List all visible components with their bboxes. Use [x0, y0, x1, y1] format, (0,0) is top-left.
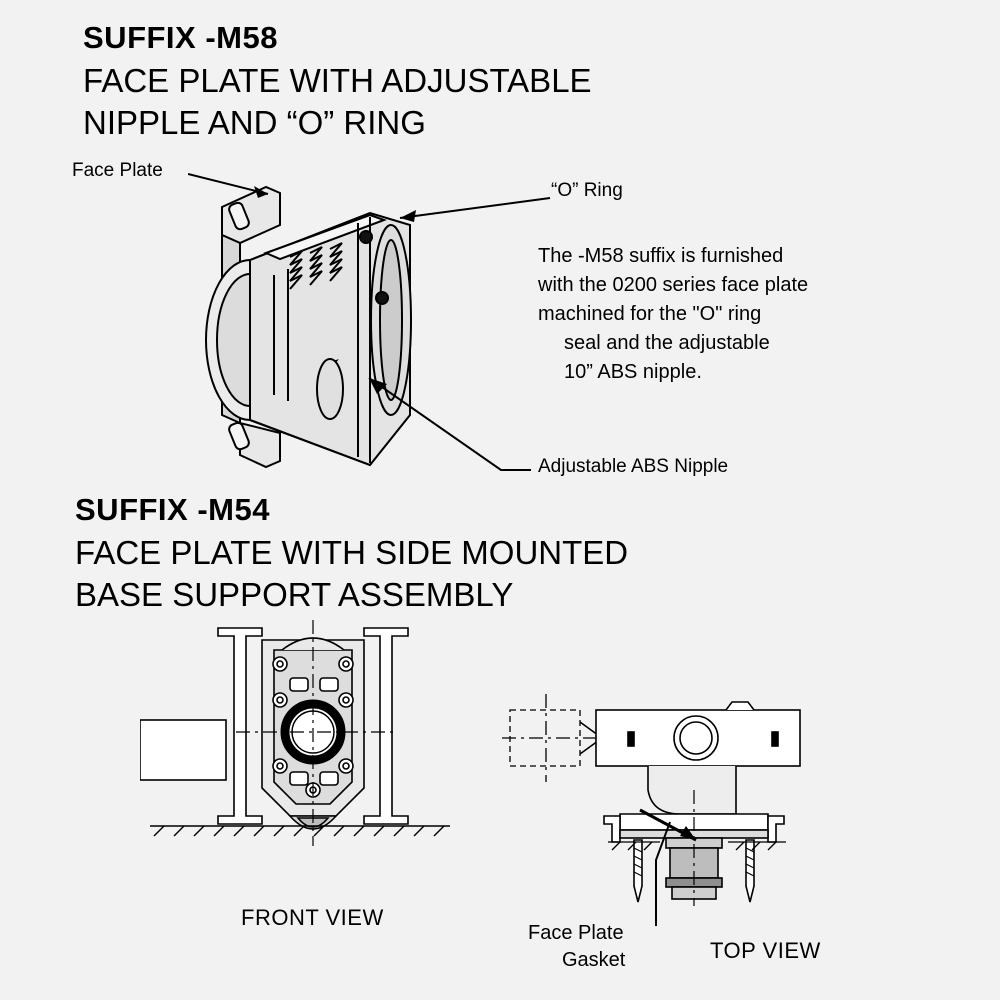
m54-title-line1: FACE PLATE WITH SIDE MOUNTED [75, 534, 629, 571]
callout-face-plate-gasket [528, 920, 625, 974]
callout-o-ring: “O” Ring [551, 180, 623, 201]
callout-o-ring-leader [390, 196, 555, 226]
top-view-label: TOP VIEW [710, 938, 821, 963]
callout-gasket-leader [640, 800, 680, 930]
m58-description-line-5: 10” ABS nipple. [564, 361, 702, 383]
m54-suffix-heading: SUFFIX -M54 [75, 492, 270, 527]
m58-title-line2: NIPPLE AND “O” RING [83, 104, 426, 141]
m58-description-line-4: seal and the adjustable [564, 332, 770, 354]
m58-description-line-1: The -M58 suffix is furnished [538, 245, 784, 267]
m54-title-line2: BASE SUPPORT ASSEMBLY [75, 576, 514, 613]
m58-description-line-3: machined for the "O" ring [538, 303, 762, 325]
callout-face-plate-leader [188, 168, 298, 208]
callout-gasket-line2: Gasket [562, 949, 626, 971]
callout-adjustable-nipple-leader [355, 366, 535, 476]
callout-adjustable-nipple: Adjustable ABS Nipple [538, 456, 729, 477]
m58-description [538, 242, 808, 387]
m58-title-line1: FACE PLATE WITH ADJUSTABLE [83, 62, 592, 99]
m58-suffix-heading: SUFFIX -M58 [83, 20, 278, 55]
front-view-drawing [140, 620, 460, 880]
callout-gasket-line1: Face Plate [528, 922, 624, 944]
m58-description-line-2: with the 0200 series face plate [538, 274, 809, 296]
front-view-label: FRONT VIEW [241, 905, 384, 930]
callout-face-plate: Face Plate [72, 160, 163, 181]
